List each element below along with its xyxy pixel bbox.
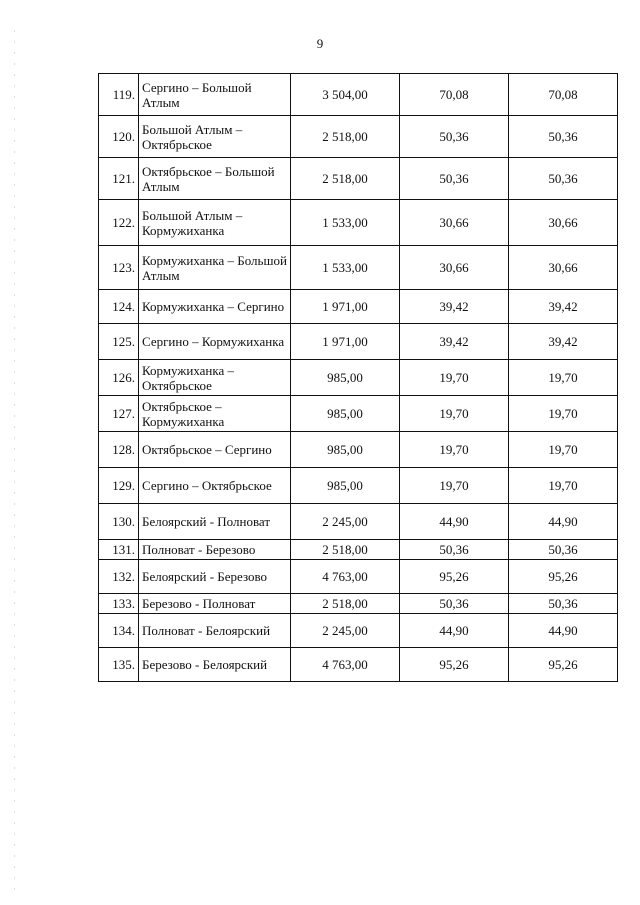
distance-value: 985,00 xyxy=(291,468,400,504)
distance-value: 4 763,00 xyxy=(291,648,400,682)
row-number: 125. xyxy=(99,324,139,360)
route-name: Сергино – Октябрьское xyxy=(139,468,291,504)
route-name: Большой Атлым – Кормужиханка xyxy=(139,200,291,246)
table-row xyxy=(99,74,618,116)
table-row xyxy=(99,468,618,504)
table-row xyxy=(99,158,618,200)
route-name: Октябрьское – Сергино xyxy=(139,432,291,468)
table-row xyxy=(99,116,618,158)
table-row xyxy=(99,290,618,324)
fare-value-b: 50,36 xyxy=(509,540,618,560)
row-number: 132. xyxy=(99,560,139,594)
row-number: 126. xyxy=(99,360,139,396)
table-row xyxy=(99,200,618,246)
fare-value-b: 50,36 xyxy=(509,158,618,200)
distance-value: 1 533,00 xyxy=(291,200,400,246)
row-number: 121. xyxy=(99,158,139,200)
distance-value: 2 518,00 xyxy=(291,594,400,614)
table-row xyxy=(99,246,618,290)
tariff-table xyxy=(98,73,618,682)
row-number: 128. xyxy=(99,432,139,468)
distance-value: 2 245,00 xyxy=(291,614,400,648)
fare-value-b: 19,70 xyxy=(509,396,618,432)
table-row xyxy=(99,540,618,560)
row-number: 123. xyxy=(99,246,139,290)
distance-value: 2 518,00 xyxy=(291,158,400,200)
route-name: Полноват - Березово xyxy=(139,540,291,560)
distance-value: 985,00 xyxy=(291,396,400,432)
fare-value-a: 19,70 xyxy=(400,432,509,468)
fare-value-a: 19,70 xyxy=(400,360,509,396)
row-number: 124. xyxy=(99,290,139,324)
table-row xyxy=(99,648,618,682)
table-row xyxy=(99,614,618,648)
row-number: 133. xyxy=(99,594,139,614)
fare-value-a: 44,90 xyxy=(400,614,509,648)
route-name: Кормужиханка – Октябрьское xyxy=(139,360,291,396)
distance-value: 2 245,00 xyxy=(291,504,400,540)
table-row xyxy=(99,594,618,614)
fare-value-a: 19,70 xyxy=(400,468,509,504)
fare-value-b: 70,08 xyxy=(509,74,618,116)
distance-value: 4 763,00 xyxy=(291,560,400,594)
distance-value: 2 518,00 xyxy=(291,540,400,560)
row-number: 119. xyxy=(99,74,139,116)
fare-value-b: 19,70 xyxy=(509,360,618,396)
fare-value-a: 95,26 xyxy=(400,560,509,594)
fare-value-a: 50,36 xyxy=(400,158,509,200)
route-name: Полноват - Белоярский xyxy=(139,614,291,648)
fare-value-b: 39,42 xyxy=(509,324,618,360)
fare-value-a: 50,36 xyxy=(400,116,509,158)
row-number: 129. xyxy=(99,468,139,504)
table-row xyxy=(99,324,618,360)
fare-value-a: 44,90 xyxy=(400,504,509,540)
page-number: 9 xyxy=(316,36,324,51)
route-name: Октябрьское – Кормужиханка xyxy=(139,396,291,432)
route-name: Большой Атлым – Октябрьское xyxy=(139,116,291,158)
fare-value-b: 19,70 xyxy=(509,432,618,468)
distance-value: 985,00 xyxy=(291,432,400,468)
fare-value-b: 95,26 xyxy=(509,648,618,682)
row-number: 131. xyxy=(99,540,139,560)
row-number: 127. xyxy=(99,396,139,432)
distance-value: 1 533,00 xyxy=(291,246,400,290)
route-name: Кормужиханка – Сергино xyxy=(139,290,291,324)
tariff-table-body xyxy=(99,74,618,682)
fare-value-a: 39,42 xyxy=(400,290,509,324)
fare-value-a: 50,36 xyxy=(400,540,509,560)
fare-value-b: 30,66 xyxy=(509,200,618,246)
fare-value-a: 19,70 xyxy=(400,396,509,432)
route-name: Кормужиханка – Большой Атлым xyxy=(139,246,291,290)
route-name: Октябрьское – Большой Атлым xyxy=(139,158,291,200)
fare-value-b: 50,36 xyxy=(509,116,618,158)
fare-value-b: 39,42 xyxy=(509,290,618,324)
fare-value-b: 95,26 xyxy=(509,560,618,594)
table-row xyxy=(99,504,618,540)
table-row xyxy=(99,360,618,396)
distance-value: 985,00 xyxy=(291,360,400,396)
row-number: 120. xyxy=(99,116,139,158)
row-number: 122. xyxy=(99,200,139,246)
scan-edge-artifact xyxy=(14,30,15,890)
fare-value-a: 50,36 xyxy=(400,594,509,614)
table-row xyxy=(99,432,618,468)
fare-value-a: 30,66 xyxy=(400,200,509,246)
distance-value: 2 518,00 xyxy=(291,116,400,158)
fare-value-a: 30,66 xyxy=(400,246,509,290)
table-row xyxy=(99,560,618,594)
fare-value-b: 19,70 xyxy=(509,468,618,504)
row-number: 134. xyxy=(99,614,139,648)
route-name: Березово - Полноват xyxy=(139,594,291,614)
fare-value-b: 44,90 xyxy=(509,504,618,540)
distance-value: 1 971,00 xyxy=(291,324,400,360)
row-number: 135. xyxy=(99,648,139,682)
fare-value-a: 95,26 xyxy=(400,648,509,682)
route-name: Березово - Белоярский xyxy=(139,648,291,682)
row-number: 130. xyxy=(99,504,139,540)
table-row xyxy=(99,396,618,432)
route-name: Белоярский - Березово xyxy=(139,560,291,594)
fare-value-a: 70,08 xyxy=(400,74,509,116)
fare-value-b: 30,66 xyxy=(509,246,618,290)
distance-value: 1 971,00 xyxy=(291,290,400,324)
fare-value-b: 50,36 xyxy=(509,594,618,614)
distance-value: 3 504,00 xyxy=(291,74,400,116)
route-name: Белоярский - Полноват xyxy=(139,504,291,540)
route-name: Сергино – Кормужиханка xyxy=(139,324,291,360)
fare-value-a: 39,42 xyxy=(400,324,509,360)
route-name: Сергино – Большой Атлым xyxy=(139,74,291,116)
fare-value-b: 44,90 xyxy=(509,614,618,648)
